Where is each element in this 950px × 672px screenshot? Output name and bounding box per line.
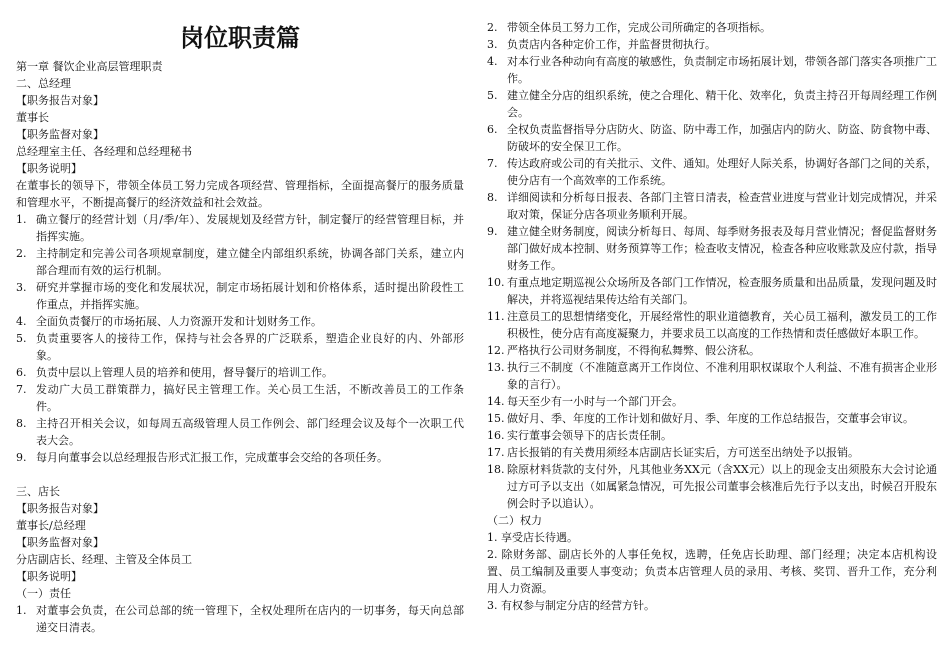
- list-item: [16, 211, 464, 245]
- item-number: 4.: [487, 55, 498, 68]
- item-number: 3.: [16, 281, 27, 294]
- list-item: [487, 53, 937, 87]
- item-text: 负责中层以上管理人员的培养和使用，督导餐厅的培训工作。: [36, 366, 333, 379]
- list-item: [16, 449, 464, 466]
- item-number: 7.: [16, 383, 27, 396]
- list-item: [487, 155, 937, 189]
- item-number: 8.: [16, 417, 27, 430]
- item-text: 负责重要客人的接待工作，保持与社会各界的广泛联系，塑造企业良好的内、外部形象。: [36, 332, 464, 362]
- item-number: 17.: [487, 446, 505, 459]
- supervise-value: 分店副店长、经理、主管及全体员工: [16, 553, 192, 566]
- list-item: [487, 19, 937, 36]
- item-text: 建立健全分店的组织系统，使之合理化、精干化、效率化，负责主持召开每周经理工作例会。: [507, 89, 937, 119]
- item-number: 2.: [16, 247, 27, 260]
- store-manager-duty-list-continued: [487, 19, 937, 512]
- supervise-heading: 【职务监督对象】: [16, 536, 104, 549]
- list-item: [16, 381, 464, 415]
- item-text: 对本行业各种动向有高度的敏感性，负责制定市场拓展计划，带领各部门落实各项推广工作。: [507, 55, 937, 85]
- list-item: [487, 121, 937, 155]
- description-heading: 【职务说明】: [16, 162, 82, 175]
- list-item: [16, 279, 464, 313]
- item-text: 实行董事会领导下的店长责任制。: [507, 429, 672, 442]
- list-item: [16, 313, 464, 330]
- item-number: 14.: [487, 395, 505, 408]
- report-to-value: 董事长: [16, 111, 49, 124]
- list-item: [487, 223, 937, 274]
- list-item: [487, 36, 937, 53]
- item-text: 全权负责监督指导分店防火、防盗、防中毒工作，加强店内的防火、防盗、防食物中毒、防破坏的安全保卫工作。: [507, 123, 937, 153]
- report-to-heading: 【职务报告对象】: [16, 502, 104, 515]
- list-item: [487, 342, 937, 359]
- item-text: 每月向董事会以总经理报告形式汇报工作，完成董事会交给的各项任务。: [36, 451, 388, 464]
- list-item: [487, 189, 937, 223]
- item-number: 1.: [16, 604, 27, 617]
- item-number: 9.: [16, 451, 27, 464]
- item-text: 每天至少有一小时与一个部门开会。: [507, 395, 683, 408]
- item-number: 8.: [487, 191, 498, 204]
- item-text: 除原材料货款的支付外，凡其他业务XX元（含XX元）以上的现金支出须股东大会讨论通过方可予以支出（如属紧急情况，可先报公司董事会核准后先行予以支出，时候召开股东例会时予以追认）。: [507, 463, 937, 510]
- item-text: 研究并掌握市场的变化和发展状况，制定市场拓展计划和价格体系，适时提出阶段性工作重点，并指挥实施。: [36, 281, 464, 311]
- list-item: [487, 359, 937, 393]
- list-item: [487, 393, 937, 410]
- item-text: 对董事会负责，在公司总部的统一管理下，全权处理所在店内的一切事务，每天向总部递交日清表。: [36, 604, 464, 634]
- item-text: 确立餐厅的经营计划（月/季/年）、发展规划及经营方针，制定餐厅的经营管理目标，并指挥实施。: [36, 213, 464, 243]
- description-text: 在董事长的领导下，带领全体员工努力完成各项经营、管理指标，全面提高餐厅的服务质量和管理水平，不断提高餐厅的经济效益和社会效益。: [16, 179, 464, 209]
- responsibility-heading: （一）责任: [16, 587, 71, 600]
- item-number: 5.: [16, 332, 27, 345]
- store-manager-duty-list: [16, 602, 464, 636]
- item-number: 5.: [487, 89, 498, 102]
- item-text: 传达政府或公司的有关批示、文件、通知。处理好人际关系，协调好各部门之间的关系，使分店有一个高效率的工作系统。: [507, 157, 937, 187]
- power-item: 2. 除财务部、副店长外的人事任免权，选聘，任免店长助理、部门经理；决定本店机构设置、员工编制及重要人事变动；负责本店管理人员的录用、考核、奖罚、晋升工作，充分利用人力资源。: [487, 548, 937, 595]
- chapter-heading: 第一章 餐饮企业高层管理职责: [16, 60, 163, 73]
- right-column: [487, 19, 937, 614]
- left-column: [16, 0, 464, 636]
- power-item: 1. 享受店长待遇。: [487, 531, 578, 544]
- document-title: 岗位职责篇: [180, 24, 300, 52]
- item-text: 带领全体员工努力工作，完成公司所确定的各项指标。: [507, 21, 771, 34]
- item-text: 做好月、季、年度的工作计划和做好月、季、年度的工作总结报告，交董事会审议。: [507, 412, 914, 425]
- item-number: 15.: [487, 412, 505, 425]
- item-number: 6.: [487, 123, 498, 136]
- list-item: [16, 602, 464, 636]
- item-text: 发动广大员工群策群力，搞好民主管理工作。关心员工生活，不断改善员工的工作条件。: [36, 383, 464, 413]
- list-item: [16, 415, 464, 449]
- item-number: 9.: [487, 225, 498, 238]
- item-number: 13.: [487, 361, 505, 374]
- item-number: 12.: [487, 344, 505, 357]
- item-text: 详细阅读和分析每日报表、各部门主管日清表，检查营业进度与营业计划完成情况，并采取对策，保证分店各项业务顺利开展。: [507, 191, 937, 221]
- item-number: 18.: [487, 463, 505, 476]
- item-number: 3.: [487, 38, 498, 51]
- list-item: [16, 364, 464, 381]
- list-item: [487, 410, 937, 427]
- item-number: 11.: [487, 310, 505, 323]
- power-heading: （二）权力: [487, 514, 542, 527]
- item-text: 建立健全财务制度，阅读分析每日、每周、每季财务报表及每月营业情况；督促监督财务部门做好成本控制、财务预算等工作；检查收支情况，检查各种应收账款及应付款，指导财务工作。: [507, 225, 937, 272]
- item-text: 注意员工的思想情绪变化，开展经常性的职业道德教育，关心员工福利，激发员工的工作积极性，使分店有高度凝聚力，并要求员工以高度的工作热情和责任感做好本职工作。: [507, 310, 937, 340]
- item-text: 负责店内各种定价工作，并监督贯彻执行。: [507, 38, 716, 51]
- list-item: [487, 461, 937, 512]
- item-number: 4.: [16, 315, 27, 328]
- item-text: 全面负责餐厅的市场拓展、人力资源开发和计划财务工作。: [36, 315, 322, 328]
- item-number: 6.: [16, 366, 27, 379]
- list-item: [487, 274, 937, 308]
- section-heading-store-manager: 三、店长: [16, 485, 60, 498]
- item-text: 严格执行公司财务制度，不得徇私舞弊、假公济私。: [507, 344, 760, 357]
- item-text: 主持制定和完善公司各项规章制度，建立健全内部组织系统，协调各部门关系，建立内部合理而有效的运行机制。: [36, 247, 464, 277]
- item-number: 1.: [16, 213, 27, 226]
- list-item: [487, 308, 937, 342]
- list-item: [16, 245, 464, 279]
- description-heading: 【职务说明】: [16, 570, 82, 583]
- item-number: 7.: [487, 157, 498, 170]
- supervise-value: 总经理室主任、各经理和总经理秘书: [16, 145, 192, 158]
- list-item: [487, 87, 937, 121]
- supervise-heading: 【职务监督对象】: [16, 128, 104, 141]
- item-number: 2.: [487, 21, 498, 34]
- item-text: 店长报销的有关费用须经本店副店长证实后，方可送至出纳处予以报销。: [507, 446, 859, 459]
- item-number: 10.: [487, 276, 505, 289]
- power-item: 3. 有权参与制定分店的经营方针。: [487, 599, 655, 612]
- item-number: 16.: [487, 429, 505, 442]
- item-text: 有重点地定期巡视公众场所及各部门工作情况，检查服务质量和出品质量，发现问题及时解决，并将巡视结果传达给有关部门。: [507, 276, 937, 306]
- section-heading-gm: 二、总经理: [16, 77, 71, 90]
- list-item: [487, 444, 937, 461]
- list-item: [487, 427, 937, 444]
- item-text: 主持召开相关会议，如每周五高级管理人员工作例会、部门经理会议及每个一次职工代表大会。: [36, 417, 464, 447]
- item-text: 执行三不制度（不准随意离开工作岗位、不准利用职权谋取个人利益、不准有损害企业形象的言行）。: [507, 361, 937, 391]
- report-to-heading: 【职务报告对象】: [16, 94, 104, 107]
- list-item: [16, 330, 464, 364]
- report-to-value: 董事长/总经理: [16, 519, 86, 532]
- power-list: [487, 529, 937, 614]
- gm-duty-list: [16, 211, 464, 466]
